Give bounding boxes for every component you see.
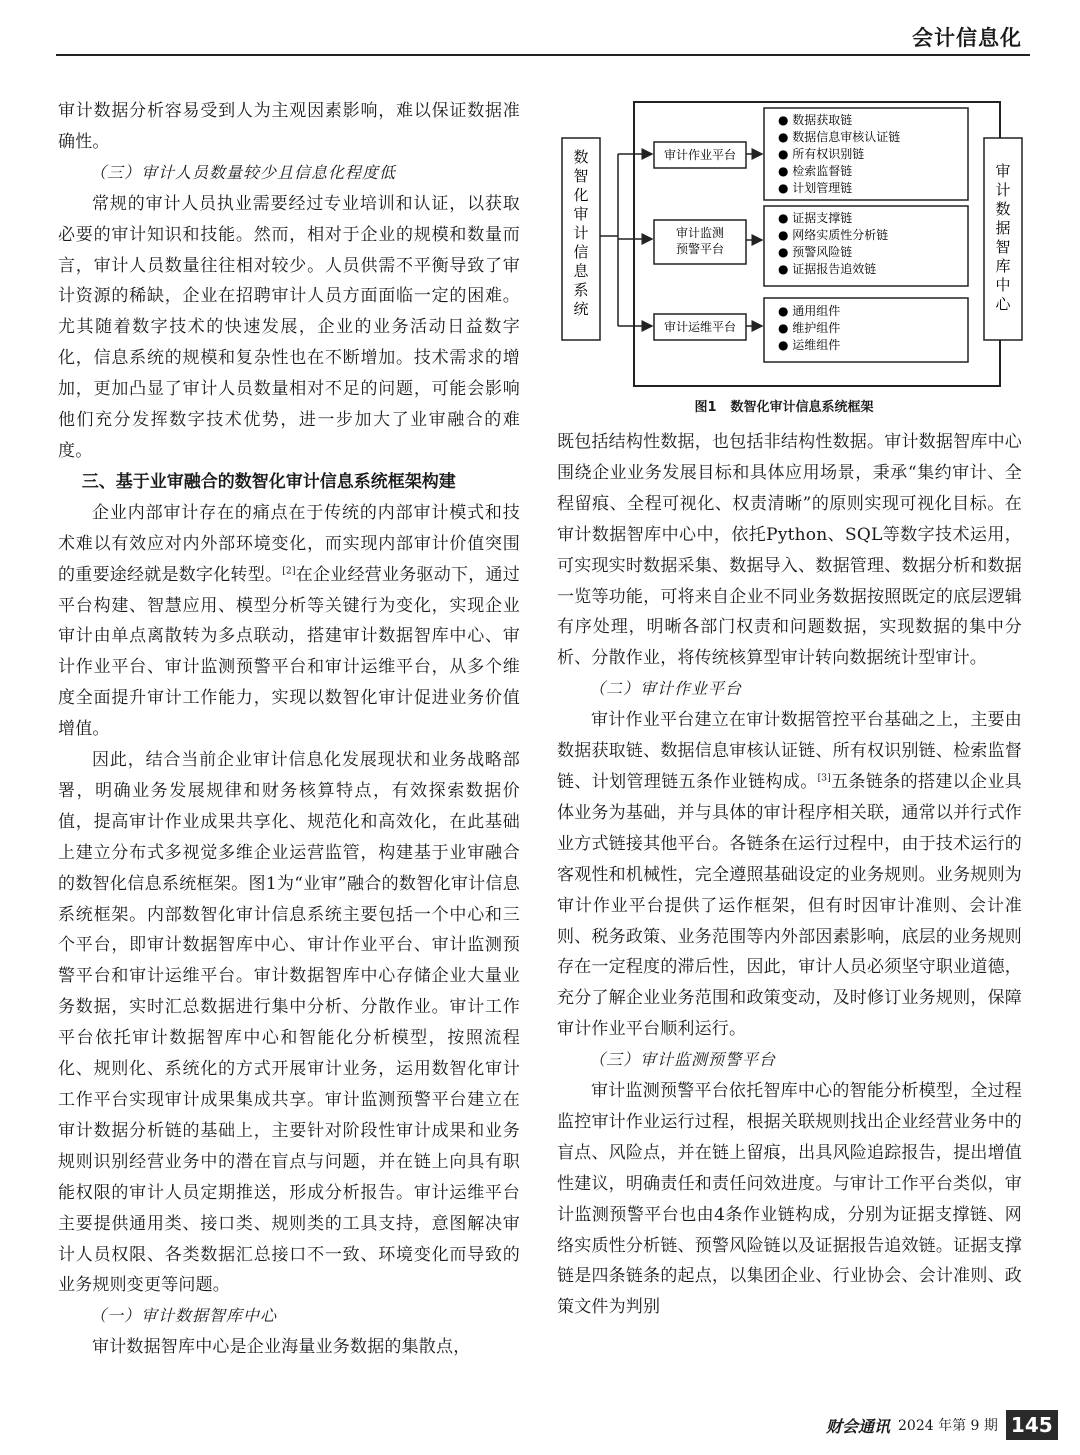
subsection-heading: （三）审计监测预警平台 [589,1050,777,1070]
chain-item: ● 数据获取链 [778,113,853,127]
chain-item: ● 通用组件 [778,304,841,318]
paragraph-text: 审计作业平台建立在审计数据管控平台基础之上，主要由数据获取链、数据信息审核认证链、所有权识别链、检索监督链、计划管理链五条作业链构成。 [557,710,1022,792]
paragraph-text: 在企业经营业务驱动下，通过平台构建、智慧应用、模型分析等关键行为变化，实现企业审计由单点离散转为多点联动，搭建审计数据智库中心、审计作业平台、审计监测预警平台和审计运维平台，从多个维度全面提升审计工作能力，实现以数智化审计促进业务价值增值。 [58,564,520,740]
citation-ref: [3] [817,773,831,784]
citation-ref: [2] [282,565,296,576]
left-column [58,96,520,1363]
figure-1 [556,96,1026,416]
body-paragraph [58,189,520,467]
section-title: 会计信息化 [912,26,1022,50]
chain-item: ● 数据信息审核认证链 [778,130,901,144]
body-paragraph [557,1076,1022,1323]
header-rule [56,54,1030,56]
paragraph-text: 既包括结构性数据，也包括非结构性数据。审计数据智库中心围绕企业业务发展目标和具体应用场景，秉承“集约审计、全程留痕、全程可视化、权责清晰”的原则实现可视化目标。在审计数据智库中心中，依托Python、SQL等数字技术运用，可实现实时数据采集、数据导入、数据管理、数据分析和数据一览等功能，可将来自企业不同业务数据按照既定的底层逻辑有序处理，明晰各部门权责和问题数据，实现数据的集中分析、分散作业，将传统核算型审计转向数据统计型审计。 [557,432,1022,669]
body-paragraph [557,427,1022,674]
paragraph-text: 企业内部审计存在的痛点在于传统的内部审计模式和技术难以有效应对内外部环境变化，而实现内部审计价值突围的重要途经就是数字化转型。 [58,502,520,585]
body-paragraph [58,1332,520,1363]
paragraph-text: 审计数据分析容易受到人为主观因素影响，难以保证数据准确性。 [58,101,520,152]
body-paragraph [58,498,520,745]
platform-label: 审计作业平台 [663,148,737,162]
chain-item: ● 运维组件 [778,338,841,352]
body-paragraph [58,96,520,158]
figure-label: 图1 [694,400,717,415]
subsection-heading: （二）审计作业平台 [589,679,743,699]
framework-diagram [556,96,1026,396]
chain-item: ● 证据支撑链 [778,211,853,225]
body-paragraph [58,745,520,1301]
journal-name: 财会通讯 [826,1416,891,1436]
paragraph-text: 五条链条的搭建以企业具体业务为基础，并与具体的审计程序相关联，通常以并行式作业方式链接其他平台。各链条在运行过程中，由于技术运行的客观性和机械性，完全遵照基础设定的业务规则。业务规则为审计作业平台提供了运作框架，但有时因审计准则、会计准则、税务政策、业务范围等内外部因素影响，底层的业务规则存在一定程度的滞后性，因此，审计人员必须坚守职业道德，充分了解企业业务范围和政策变动，及时修订业务规则，保障审计作业平台顺利运行。 [557,771,1022,1040]
subsection-heading: （一）审计数据智库中心 [90,1306,278,1326]
chain-item: ● 维护组件 [778,321,841,335]
vertical-label: 审计数据智库中心 [995,162,1011,313]
platform-label: 审计运维平台 [663,320,737,334]
subsection-heading: （三）审计人员数量较少且信息化程度低 [90,162,397,182]
paragraph-text: 审计监测预警平台依托智库中心的智能分析模型，全过程监控审计作业运行过程，根据关联规则找出企业经营业务中的盲点、风险点，并在链上留痕，出具风险追踪报告，提出增值性建议，明确责任和责任问效进度。与审计工作平台类似，审计监测预警平台也由4条作业链构成，分别为证据支撑链、网络实质性分析链、预警风险链以及证据报告追效链。证据支撑链是四条链条的起点，以集团企业、行业协会、会计准则、政策文件为判别 [557,1081,1022,1318]
data-center-label [995,162,1011,313]
body-paragraph [557,705,1022,1045]
chain-item: ● 所有权识别链 [778,147,865,161]
vertical-label: 数智化审计信息系统 [573,148,589,318]
figure-title: 数智化审计信息系统框架 [730,400,874,415]
section-heading: 三、基于业审融合的数智化审计信息系统框架构建 [81,471,456,492]
chain-item: ● 证据报告追效链 [778,262,877,276]
chain-item: ● 网络实质性分析链 [778,228,889,242]
issue-info: 2024 年第 9 期 [898,1418,998,1434]
page-number: 145 [1006,1410,1058,1440]
right-column [557,427,1022,1323]
chain-item: ● 检索监督链 [778,164,853,178]
chain-item: ● 计划管理链 [778,181,853,195]
chain-item: ● 预警风险链 [778,245,853,259]
page-footer [826,1408,1058,1442]
paragraph-text: 因此，结合当前企业审计信息化发展现状和业务战略部署，明确业务发展规律和财务核算特点，有效探索数据价值，提高审计作业成果共享化、规范化和高效化，在此基础上建立分布式多视觉多维企业运营监管，构建基于业审融合的数智化信息系统框架。图1为“业审”融合的数智化审计信息系统框架。内部数智化审计信息系统主要包括一个中心和三个平台，即审计数据智库中心、审计作业平台、审计监测预警平台和审计运维平台。审计数据智库中心存储企业大量业务数据，实时汇总数据进行集中分析、分散作业。审计工作平台依托审计数据智库中心和智能化分析模型，按照流程化、规则化、系统化的方式开展审计业务，运用数智化审计工作平台实现审计成果集成共享。审计监测预警平台建立在审计数据分析链的基础上，主要针对阶段性审计成果和业务规则识别经营业务中的潜在盲点与问题，并在链上向具有职能权限的审计人员定期推送，形成分析报告。审计运维平台主要提供通用类、接口类、规则类的工具支持，意图解决审计人员权限、各类数据汇总接口不一致、环境变化而导致的业务规则变更等问题。 [58,750,520,1296]
figure-caption [556,396,1026,415]
platform-label: 审计监测预警平台 [675,226,725,256]
system-label [573,148,589,318]
paragraph-text: 审计数据智库中心是企业海量业务数据的集散点， [92,1337,471,1358]
paragraph-text: 常规的审计人员执业需要经过专业培训和认证，以获取必要的审计知识和技能。然而，相对于企业的规模和数量而言，审计人员数量往往相对较少。人员供需不平衡导致了审计资源的稀缺，企业在招聘审计人员方面面临一定的困难。尤其随着数字技术的快速发展，企业的业务活动日益数字化，信息系统的规模和复杂性也在不断增加。技术需求的增加，更加凸显了审计人员数量相对不足的问题，可能会影响他们充分发挥数字技术优势，进一步加大了业审融合的难度。 [58,193,520,461]
